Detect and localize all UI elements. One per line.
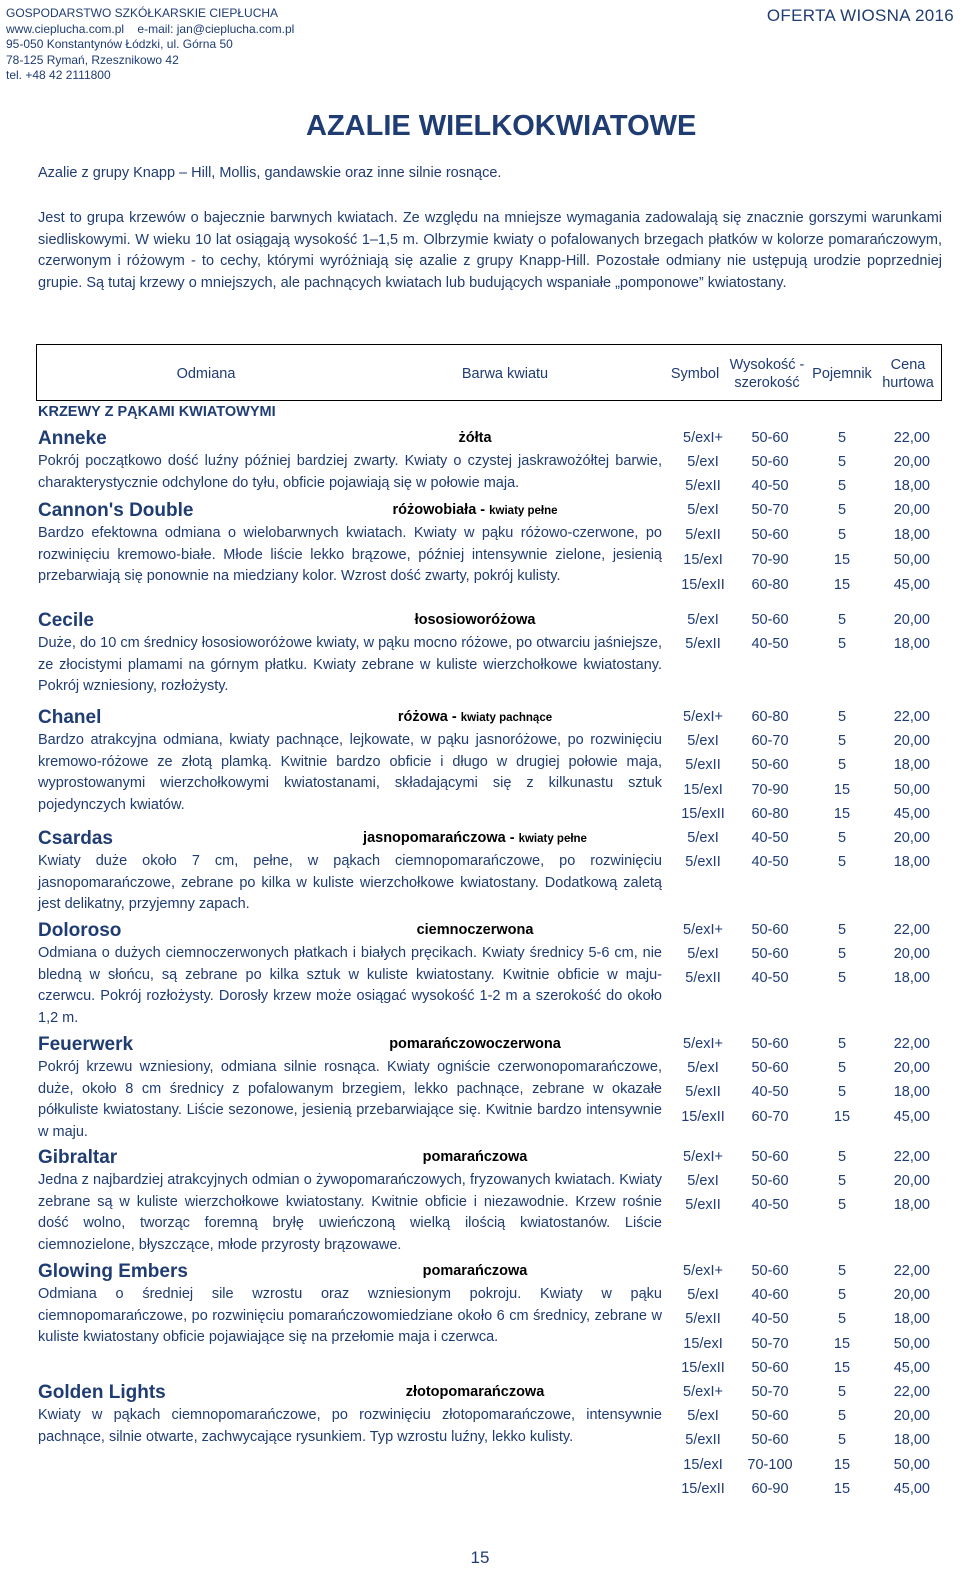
offer-price: 50,00: [893, 1457, 930, 1473]
offer-row: [660, 612, 942, 636]
variety-name: Cecile: [38, 610, 94, 631]
address-line-1: 95-050 Konstantynów Łódzki, ul. Górna 50: [6, 37, 233, 51]
offer-container: 5: [837, 1432, 847, 1448]
flower-color-text: ciemnoczerwona: [416, 922, 534, 938]
offer-symbol: 5/exI: [687, 502, 719, 518]
offer-symbol: 5/exI: [687, 454, 719, 470]
offer-price: 18,00: [893, 478, 930, 494]
offer-row: [660, 1109, 942, 1133]
offer-symbol: 5/exI+: [683, 709, 723, 725]
offer-row: [660, 1481, 942, 1505]
offer-price: 45,00: [893, 577, 930, 593]
offer-symbol: 15/exI: [683, 552, 723, 568]
variety-description: Pokrój krzewu wzniesiony, odmiana silnie rosnąca. Kwiaty ogniście czerwonopomarańczowe, duże, około 8 cm średnicy z pofalowanym brzegiem, lekko pachnące, zebrane w okazałe półkuliste kwiatostany. Liście sezonowe, jesienią przebarwiające się. Kwitnie bardzo intensywnie w maju.: [38, 1059, 662, 1140]
flower-color: [300, 1263, 650, 1279]
offer-price: 20,00: [893, 946, 930, 962]
flower-color-text: pomarańczowa: [422, 1263, 528, 1279]
offer-container: 5: [837, 946, 847, 962]
offer-height: 50-70: [751, 502, 789, 518]
offer-symbol: 5/exI: [687, 1060, 719, 1076]
offer-container: 5: [837, 478, 847, 494]
offer-symbol: 5/exI+: [683, 1263, 723, 1279]
offer-container: 15: [833, 1457, 851, 1473]
variety-description: Bardzo atrakcyjna odmiana, kwiaty pachnące, lejkowate, w pąku jasnoróżowe, po rozwinięciu kremowo-różowe ze złotą plamką. Kwitnie bardzo obficie i długo w drugiej połowie maja, wyprostowanymi wierzchołkowymi kwiatostanami, składającymi się z kilkunastu sztuk pojedynczych kwiatów.: [38, 732, 662, 813]
offer-symbol: 5/exI+: [683, 1149, 723, 1165]
offer-price: 18,00: [893, 1311, 930, 1327]
offer-height: 50-60: [751, 1060, 789, 1076]
flower-color: [300, 830, 650, 846]
offer-row: [660, 527, 942, 551]
variety-description: Kwiaty duże około 7 cm, pełne, w pąkach ciemnopomarańczowe, po rozwinięciu jasnopomarańczowe, zebrane po kilka w kuliste wierzchołkowe kwiatostany. Dodatkową zaletą jest delikatny, przyjemny zapach.: [38, 853, 662, 912]
offer-price: 18,00: [893, 757, 930, 773]
offer-price: 20,00: [893, 612, 930, 628]
offer-row: [660, 1149, 942, 1173]
offer-container: 5: [837, 733, 847, 749]
offer-container: 5: [837, 1197, 847, 1213]
offer-price: 50,00: [893, 1336, 930, 1352]
variety-name: Feuerwerk: [38, 1034, 134, 1055]
offer-symbol: 5/exI+: [683, 1036, 723, 1052]
variety-name: Csardas: [38, 828, 113, 849]
offer-row: [660, 830, 942, 854]
offer-container: 5: [837, 454, 847, 470]
offer-height: 50-60: [751, 946, 789, 962]
offer-symbol: 15/exI: [683, 1336, 723, 1352]
col-symbol: Symbol: [670, 365, 720, 382]
offer-height: 70-90: [751, 552, 789, 568]
offer-row: [660, 1457, 942, 1481]
offer-price: 22,00: [893, 1384, 930, 1400]
offer-height: 60-70: [751, 733, 789, 749]
offer-price: 18,00: [893, 636, 930, 652]
offer-container: 15: [833, 1481, 851, 1497]
offer-row: [660, 806, 942, 830]
offer-height: 40-50: [751, 854, 789, 870]
flower-color-text: pomarańczowoczerwona: [389, 1036, 561, 1052]
offer-row: [660, 709, 942, 733]
offer-height: 60-70: [751, 1109, 789, 1125]
offer-height: 50-60: [751, 430, 789, 446]
offer-symbol: 5/exII: [685, 636, 721, 652]
offer-symbol: 5/exII: [685, 478, 721, 494]
col-container: Pojemnik: [812, 365, 872, 382]
variety-description: Bardzo efektowna odmiana o wielobarwnych kwiatach. Kwiaty w pąku różowo-czerwone, po rozwinięciu kremowo-białe. Młode liście lekko brązowe, później intensywnie zielone, jesienią przebarwiają się ponownie na miedziany kolor. Wzrost dość zwarty, pokrój kulisty.: [38, 525, 662, 584]
offer-row: [660, 854, 942, 878]
table-header: [36, 344, 942, 401]
offer-height: 50-60: [751, 1173, 789, 1189]
offer-price: 22,00: [893, 1263, 930, 1279]
offer-symbol: 15/exI: [683, 782, 723, 798]
offer-price: 20,00: [893, 454, 930, 470]
col-price: [875, 345, 941, 402]
offer-label: OFERTA WIOSNA 2016: [766, 6, 954, 25]
offer-height: 50-60: [751, 527, 789, 543]
offer-symbol: 15/exII: [681, 806, 725, 822]
offer-symbol: 5/exI: [687, 1408, 719, 1424]
offer-row: [660, 478, 942, 502]
offer-price: 45,00: [893, 1109, 930, 1125]
variety-name: Golden Lights: [38, 1382, 166, 1403]
offer-price: 22,00: [893, 430, 930, 446]
offer-symbol: 5/exI: [687, 946, 719, 962]
section-label: KRZEWY Z PĄKAMI KWIATOWYMI: [38, 404, 276, 420]
offer-row: [660, 1263, 942, 1287]
offer-container: 5: [837, 970, 847, 986]
offer-container: 5: [837, 1263, 847, 1279]
offer-price: 18,00: [893, 1084, 930, 1100]
contact-line: [6, 22, 294, 38]
offer-container: 15: [833, 782, 851, 798]
flower-color: [300, 922, 650, 938]
variety-description: Duże, do 10 cm średnicy łososioworóżowe kwiaty, w pąku mocno różowe, po otwarciu jaśniejsze, ze złocistymi plamami na górnym płatku. Kwiaty zebrane w kuliste wierzchołkowe kwiatostany. Pokrój wzniesiony, rozłożysty.: [38, 635, 662, 694]
offer-container: 5: [837, 922, 847, 938]
offer-container: 15: [833, 552, 851, 568]
offer-price: 50,00: [893, 782, 930, 798]
offer-symbol: 15/exII: [681, 1481, 725, 1497]
offer-row: [660, 577, 942, 601]
offer-container: 15: [833, 806, 851, 822]
offer-height: 50-60: [751, 1149, 789, 1165]
offer-container: 5: [837, 1287, 847, 1303]
offer-row: [660, 922, 942, 946]
offer-container: 5: [837, 502, 847, 518]
offer-symbol: 5/exII: [685, 854, 721, 870]
offer-container: 5: [837, 612, 847, 628]
offer-symbol: 5/exII: [685, 1432, 721, 1448]
flower-color: [300, 1384, 650, 1400]
offer-container: 5: [837, 830, 847, 846]
variety-name: Anneke: [38, 428, 107, 449]
offer-row: [660, 1336, 942, 1360]
variety-description: Kwiaty w pąkach ciemnopomarańczowe, po rozwinięciu złotopomarańczowe, intensywnie pachnące, silnie otwarte, zachwycające rysunkiem. Typ wzrostu luźny, lekko kulisty.: [38, 1407, 662, 1445]
offer-row: [660, 502, 942, 526]
offer-row: [660, 1432, 942, 1456]
offer-row: [660, 970, 942, 994]
offer-symbol: 5/exII: [685, 1311, 721, 1327]
offer-row: [660, 946, 942, 970]
flower-color-note: kwiaty pełne: [489, 505, 558, 517]
offer-height: 50-60: [751, 1036, 789, 1052]
flower-color-text: złotopomarańczowa: [405, 1384, 545, 1400]
offer-row: [660, 1060, 942, 1084]
flower-color-text: jasnopomarańczowa -: [363, 830, 519, 846]
offer-symbol: 15/exII: [681, 1360, 725, 1376]
offer-price: 18,00: [893, 527, 930, 543]
offer-symbol: 5/exI: [687, 1173, 719, 1189]
offer-symbol: 5/exII: [685, 757, 721, 773]
offer-symbol: 5/exI: [687, 830, 719, 846]
col-height: [727, 345, 807, 402]
offer-container: 5: [837, 1311, 847, 1327]
flower-color: [300, 502, 650, 518]
variety-description: Jedna z najbardziej atrakcyjnych odmian o żywopomarańczowych, fryzowanych kwiatach. Kwiaty zebrane są w kuliste wierzchołkowe kwiatostany. Kwitnie obficie i niezawodnie. Krzew rośnie dość wolno, tworząc foremną bryłę uwieńczoną wielką ilością kwiatostanów. Liście ciemnozielone, błyszczące, młode przyrosty brązowawe.: [38, 1172, 662, 1253]
offer-row: [660, 454, 942, 478]
offer-height: 40-50: [751, 1197, 789, 1213]
offer-height: 50-60: [751, 1432, 789, 1448]
col-price-line2: hurtowa: [882, 374, 934, 391]
offer-row: [660, 1197, 942, 1221]
offer-price: 22,00: [893, 1036, 930, 1052]
address-line-2: 78-125 Rymań, Rzesznikowo 42: [6, 52, 179, 67]
offer-container: 5: [837, 854, 847, 870]
offer-height: 40-50: [751, 1084, 789, 1100]
offer-row: [660, 1311, 942, 1335]
offer-price: 20,00: [893, 502, 930, 518]
flower-color-text: pomarańczowa: [422, 1149, 528, 1165]
variety-name: Gibraltar: [38, 1147, 118, 1168]
offer-symbol: 15/exII: [681, 1109, 725, 1125]
page-subtitle: Azalie z grupy Knapp – Hill, Mollis, gandawskie oraz inne silnie rosnące.: [38, 165, 502, 181]
page-title: AZALIE WIELKOKWIATOWE: [306, 110, 697, 142]
offer-row: [660, 1173, 942, 1197]
flower-color: [300, 430, 650, 446]
flower-color-note: kwiaty pachnące: [460, 712, 553, 724]
offer-height: 60-80: [751, 709, 789, 725]
offer-price: 45,00: [893, 1360, 930, 1376]
flower-color-text: różowobiała -: [392, 502, 490, 518]
offer-symbol: 15/exII: [681, 577, 725, 593]
offer-height: 50-60: [751, 1360, 789, 1376]
offer-container: 5: [837, 1408, 847, 1424]
offer-height: 40-50: [751, 636, 789, 652]
offer-price: 20,00: [893, 733, 930, 749]
flower-color: [300, 1036, 650, 1052]
offer-container: 5: [837, 636, 847, 652]
offer-price: 22,00: [893, 709, 930, 725]
offer-container: 5: [837, 1149, 847, 1165]
offer-height: 70-90: [751, 782, 789, 798]
variety-description: Odmiana o średniej sile wzrostu oraz wzniesionym pokroju. Kwiaty w pąku ciemnopomarańczowe, po rozwinięciu pomarańczowomiedziane około 6 cm średnicy, zebrane w kuliste kwiatostany obficie pojawiające się na przełomie maja i czerwca.: [38, 1286, 662, 1345]
offer-height: 50-60: [751, 757, 789, 773]
offer-price: 50,00: [893, 552, 930, 568]
offer-container: 5: [837, 1173, 847, 1189]
offer-height: 50-60: [751, 1408, 789, 1424]
variety-description: Odmiana o dużych ciemnoczerwonych płatkach i białych pręcikach. Kwiaty średnicy 5-6 cm, nie bledną w słońcu, są zebrane po kilka sztuk w kuliste kwiatostany. Kwitnie obficie w maju-czerwcu. Pokrój rozłożysty. Dorosły krzew może osiągać wysokość 1-2 m a szerokość do około 1,2 m.: [38, 945, 662, 1026]
offer-container: 5: [837, 1060, 847, 1076]
offer-symbol: 5/exII: [685, 1084, 721, 1100]
offer-symbol: 5/exII: [685, 1197, 721, 1213]
flower-color-text: żółta: [458, 430, 492, 446]
offer-row: [660, 636, 942, 660]
offer-price: 22,00: [893, 1149, 930, 1165]
offer-height: 40-50: [751, 478, 789, 494]
offer-height: 50-70: [751, 1336, 789, 1352]
offer-height: 40-60: [751, 1287, 789, 1303]
offer-height: 50-60: [751, 1263, 789, 1279]
offer-symbol: 5/exI+: [683, 1384, 723, 1400]
offer-symbol: 5/exI+: [683, 430, 723, 446]
email-link[interactable]: e-mail: jan@cieplucha.com.pl: [137, 21, 295, 36]
offer-height: 60-80: [751, 577, 789, 593]
offer-symbol: 5/exI: [687, 733, 719, 749]
offer-container: 15: [833, 577, 851, 593]
offer-container: 5: [837, 527, 847, 543]
company-header: [6, 6, 294, 84]
offer-height: 70-100: [747, 1457, 793, 1473]
offer-price: 20,00: [893, 1287, 930, 1303]
offer-row: [660, 1036, 942, 1060]
offer-row: [660, 552, 942, 576]
offer-symbol: 5/exI: [687, 1287, 719, 1303]
offer-row: [660, 1408, 942, 1432]
flower-color-note: kwiaty pełne: [518, 833, 587, 845]
offer-height: 50-60: [751, 612, 789, 628]
offer-height: 60-90: [751, 1481, 789, 1497]
col-price-line1: Cena: [890, 356, 926, 373]
offer-height: 50-70: [751, 1384, 789, 1400]
variety-name: Glowing Embers: [38, 1261, 188, 1282]
flower-color: [300, 1149, 650, 1165]
offer-container: 5: [837, 757, 847, 773]
offer-row: [660, 430, 942, 454]
offer-price: 20,00: [893, 1060, 930, 1076]
col-height-line1: Wysokość -: [729, 356, 805, 373]
variety-name: Chanel: [38, 707, 102, 728]
offer-row: [660, 757, 942, 781]
offer-price: 45,00: [893, 1481, 930, 1497]
offer-price: 18,00: [893, 1432, 930, 1448]
offer-price: 45,00: [893, 806, 930, 822]
col-variety: Odmiana: [176, 365, 236, 382]
flower-color: [300, 709, 650, 725]
offer-symbol: 5/exI: [687, 612, 719, 628]
offer-row: [660, 1287, 942, 1311]
col-color: Barwa kwiatu: [461, 365, 549, 382]
offer-symbol: 5/exI+: [683, 922, 723, 938]
flower-color-text: różowa -: [397, 709, 461, 725]
offer-height: 50-60: [751, 454, 789, 470]
offer-height: 50-60: [751, 922, 789, 938]
offer-container: 5: [837, 1036, 847, 1052]
offer-height: 40-50: [751, 970, 789, 986]
offer-container: 15: [833, 1109, 851, 1125]
offer-price: 18,00: [893, 1197, 930, 1213]
offer-row: [660, 733, 942, 757]
phone-line: tel. +48 42 2111800: [6, 68, 111, 82]
offer-row: [660, 1360, 942, 1384]
offer-container: 5: [837, 1084, 847, 1100]
variety-name: Doloroso: [38, 920, 122, 941]
col-height-line2: szerokość: [734, 374, 800, 391]
offer-container: 5: [837, 709, 847, 725]
offer-height: 60-80: [751, 806, 789, 822]
company-name: GOSPODARSTWO SZKÓŁKARSKIE CIEPŁUCHA: [6, 6, 279, 20]
website-link[interactable]: www.cieplucha.com.pl: [6, 21, 125, 36]
offer-container: 15: [833, 1336, 851, 1352]
flower-color: [300, 612, 650, 628]
intro-paragraph: Jest to grupa krzewów o bajecznie barwnych kwiatach. Ze względu na mniejsze wymagania zadowalają się znacznie gorszymi warunkami siedliskowymi. W wieku 10 lat osiągają wysokość 1–1,5 m. Olbrzymie kwiaty o pofalowanych brzegach płatków w kolorze pomarańczowym, czerwonym i różowym - to cechy, którymi wyróżniają się azalie z grupy Knapp-Hill. Pozostałe odmiany nie ustępują urodzie poprzedniej grupie. Są tutaj krzewy o mniejszych, ale pachnących kwiatach lub budujących wspaniałe „pomponowe” kwiatostany.: [38, 210, 942, 291]
offer-price: 20,00: [893, 830, 930, 846]
flower-color-text: łososioworóżowa: [414, 612, 536, 628]
offer-row: [660, 782, 942, 806]
offer-row: [660, 1084, 942, 1108]
offer-price: 20,00: [893, 1408, 930, 1424]
offer-container: 5: [837, 1384, 847, 1400]
page-number: 15: [470, 1548, 490, 1567]
offer-container: 5: [837, 430, 847, 446]
offer-price: 18,00: [893, 970, 930, 986]
variety-name: Cannon's Double: [38, 500, 194, 521]
offer-height: 40-50: [751, 830, 789, 846]
variety-description: Pokrój początkowo dość luźny później bardziej zwarty. Kwiaty o czystej jaskrawożółtej barwie, charakterystycznie odchylone do tyłu, obficie pojawiają się w połowie maja.: [38, 453, 662, 491]
offer-price: 22,00: [893, 922, 930, 938]
offer-price: 20,00: [893, 1173, 930, 1189]
offer-symbol: 15/exI: [683, 1457, 723, 1473]
offer-price: 18,00: [893, 854, 930, 870]
offer-symbol: 5/exII: [685, 527, 721, 543]
offer-height: 40-50: [751, 1311, 789, 1327]
offer-row: [660, 1384, 942, 1408]
offer-symbol: 5/exII: [685, 970, 721, 986]
offer-container: 15: [833, 1360, 851, 1376]
